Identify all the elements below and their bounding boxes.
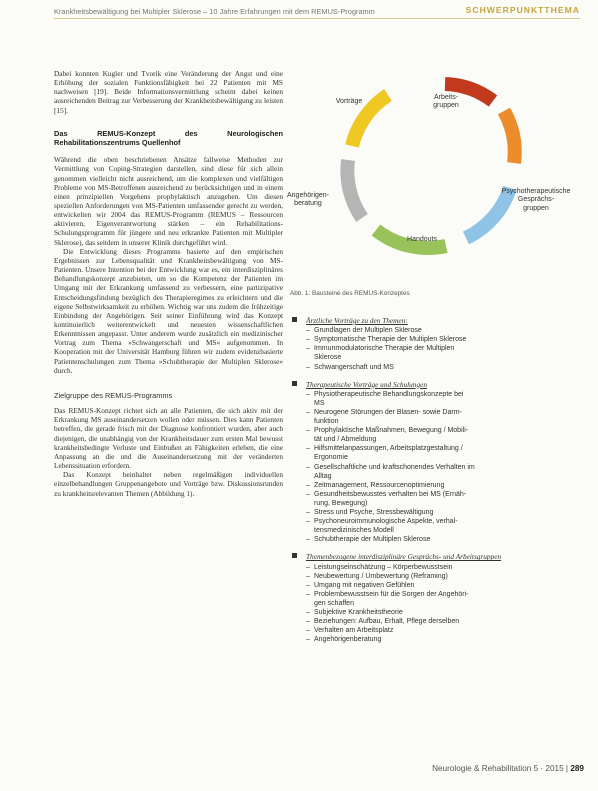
list-item: – Beziehungen: Aufbau, Erhalt, Pflege derselben xyxy=(292,617,572,626)
topic-group xyxy=(292,380,572,545)
label-vortraege: Vorträge xyxy=(335,98,363,105)
body-paragraph: Während die oben beschriebenen Ansätze fallweise Methoden zur Vermittlung von Coping-Strategien darstellen, sind diese für sich allein genommen vielleicht nicht ausreichend, um die komplexen und vielfältigen Probleme von MS-Betroffenen ausreichend zu berücksichtigen und in einem einen prinzipiellen Vorgehens prophylaktisch anzugehen. Um diesen speziellen Anforderungen von MS-Patienten umfassender gerecht zu werden, entwickelten wir 2004 das REMUS-Programm (REMUS – Ressourcen aktivieren, Eigenverantwortung stärken – ein Rehabilitations-Schulungsprogramm für jüngere und neu erkrankte Patienten mit Multipler Sklerose), das seitdem in unserer Klinik durchgeführt wird. xyxy=(54,155,283,247)
topic-group-title: Themenbezogene interdisziplinäre Gesprächs- und Arbeitsgruppen xyxy=(292,552,572,561)
page-number: 289 xyxy=(570,764,584,773)
label-arbeitsgruppen: Arbeits- gruppen xyxy=(433,94,459,110)
list-item: tensmedizinisches Modell xyxy=(314,527,394,535)
ring-segment-orange xyxy=(504,111,515,163)
topic-group xyxy=(292,552,572,644)
topic-group-title: Therapeutische Vorträge und Schulungen xyxy=(292,380,572,389)
list-item: Ergonomie xyxy=(314,454,348,462)
list-item: – Psychoneuroimmunologische Aspekte, verhal- xyxy=(292,517,572,526)
subheading: Zielgruppe des REMUS-Programms xyxy=(54,390,173,400)
square-bullet-icon xyxy=(292,553,297,558)
figure-caption: Abb. 1: Bausteine des REMUS-Konzeptes xyxy=(290,290,410,297)
list-item: Alltag xyxy=(314,472,332,480)
left-column xyxy=(54,69,283,498)
list-item: – Immunmodulatorische Therapie der Multiplen xyxy=(292,344,572,353)
ring-segment-gray xyxy=(347,160,362,218)
header-rule xyxy=(54,18,580,19)
list-item: – Grundlagen der Multiplen Sklerose xyxy=(292,326,572,335)
list-item: – Neubewertung / Umbewertung (Reframing) xyxy=(292,572,572,581)
list-item: – Symptomatische Therapie der Multiplen Sklerose xyxy=(292,335,572,344)
list-item: – Verhalten am Arbeitsplatz xyxy=(292,626,572,635)
topic-group-title: Ärztliche Vorträge zu den Themen: xyxy=(292,316,572,325)
list-item: tät und / Abmeldung xyxy=(314,436,377,444)
intro-paragraph: Dabei konnten Kugler und Tvorik eine Veränderung der Angst und eine Erhöhung der sozialen Funktionsfähigkeit bei 22 Patienten mit MS nachweisen [19]. Beide Informationsvermittlung scheint dabei keinen ausreichenden Beitrag zur Verbesserung der Krankheitsbewältigung zu leisten [15]. xyxy=(54,69,283,115)
list-item: – Gesundheitsbewusstes verhalten bei MS (Ernäh- xyxy=(292,490,572,499)
body-paragraph: Die Entwicklung dieses Programms basierte auf den empirischen Ergebnissen zur Lebensqualität und Krankheitsbewältigung von MS-Patienten. Unsere Intention bei der Entwicklung war es, ein interdisziplinäres Behandlungskonzept anzubieten, um so die Kompetenz der Patienten im Umgang mit der Erkrankung umfassend zu verbessern, eine partizipative Entscheidungsfindung bezüglich des Therapieregimes zu erleichtern und die eigene Selbstwirksamkeit zu erhöhen. Wichtig war uns zudem die frühzeitige Einbindung der Angehörigen. Seit seiner Einführung wird das Konzept kontinuierlich weiterentwickelt und neuesten wissenschaftlichen Erkenntnissen angepasst. Unter anderem wurde zusätzlich ein medizinischer Vortrag zum Thema »Schwangerschaft und MS« aufgenommen. In Kooperation mit der Universität Hamburg führen wir zudem evidenzbasierte Patientenschulungen zum Thema »Schubtherapie der Multiplen Sklerose« durch. xyxy=(54,246,283,375)
list-item: – Umgang mit negativen Gefühlen xyxy=(292,581,572,590)
square-bullet-icon xyxy=(292,381,297,386)
list-item: – Subjektive Krankheitstheorie xyxy=(292,608,572,617)
list-item: – Schwangerschaft und MS xyxy=(292,363,572,372)
label-handouts: Handouts xyxy=(407,236,437,243)
list-item: – Leistungseinschätzung – Körperbewusstsein xyxy=(292,563,572,572)
list-item: – Schubtherapie der Multiplen Sklerose xyxy=(292,535,572,544)
list-item: rung, Bewegung) xyxy=(314,499,368,507)
right-column xyxy=(292,316,572,652)
body-paragraph: Das REMUS-Konzept richtet sich an alle Patienten, die sich aktiv mit der Erkrankung MS auseinandersetzen wollen oder müssen. Dies kann Patienten betreffen, die gerade frisch mit der Diagnose konfrontiert wurden, aber auch diejenigen, die unabhängig von der Krankheitsdauer zum ersten Mal bewusst krankheitsbedingte Verluste und Einbußen an Fähigkeiten erleben, die eine Anpassung an die und die Auseinandersetzung mit der veränderten Lebenssituation erfordern. xyxy=(54,406,283,471)
list-item: – Physiotherapeutische Behandlungskonzepte bei xyxy=(292,390,572,399)
label-psychotherapeutische-gespraechsgruppen: Psychotherapeutische Gesprächs- gruppen xyxy=(501,188,571,212)
topic-group xyxy=(292,316,572,372)
list-item: – Neurogene Störungen der Blasen- sowie Darm- xyxy=(292,408,572,417)
list-item: funktion xyxy=(314,418,339,426)
body-paragraph: Das Konzept beinhaltet neben regelmäßigen individuellen einzelbehandlungen Gruppenangebote und Vorträge bzw. Diskussionsrunden zu krankheitsrelevanten Themen (Abbildung 1). xyxy=(54,470,283,498)
square-bullet-icon xyxy=(292,317,297,322)
running-header xyxy=(54,4,580,18)
list-item: Sklerose xyxy=(314,354,342,362)
label-angehoerigenberatung: Angehörigen- beratung xyxy=(286,192,330,208)
list-item: – Problembewusstsein für die Sorgen der Angehöri- xyxy=(292,590,572,599)
list-item: – Stress und Psyche, Stressbewältigung xyxy=(292,508,572,517)
list-item: – Hilfsmittelanpassungen, Arbeitsplatzgestaltung / xyxy=(292,444,572,453)
list-item: gen schaffen xyxy=(314,599,354,607)
list-item: – Gesellschaftliche und kraftschonendes Verhalten im xyxy=(292,463,572,472)
list-item: – Zeitmanagement, Ressourcenoptimierung xyxy=(292,481,572,490)
remus-diagram xyxy=(288,68,574,286)
journal-name: Neurologie & Rehabilitation 5 · 2015 xyxy=(432,764,564,773)
list-item: – Angehörigenberatung xyxy=(292,635,572,644)
running-title: Krankheitsbewältigung bei Multipler Sklerose – 10 Jahre Erfahrungen mit dem REMUS-Programm xyxy=(54,7,375,16)
page-footer: Neurologie & Rehabilitation 5 · 2015 | 289 xyxy=(432,764,584,773)
section-heading: Das REMUS-Konzept des Neurologischen Rehabilitationszentrums Quellenhof xyxy=(54,128,283,147)
section-label: SCHWERPUNKTTHEMA xyxy=(465,5,580,15)
list-item: MS xyxy=(314,399,325,407)
list-item: – Prophylaktische Maßnahmen, Bewegung / Mobili- xyxy=(292,426,572,435)
